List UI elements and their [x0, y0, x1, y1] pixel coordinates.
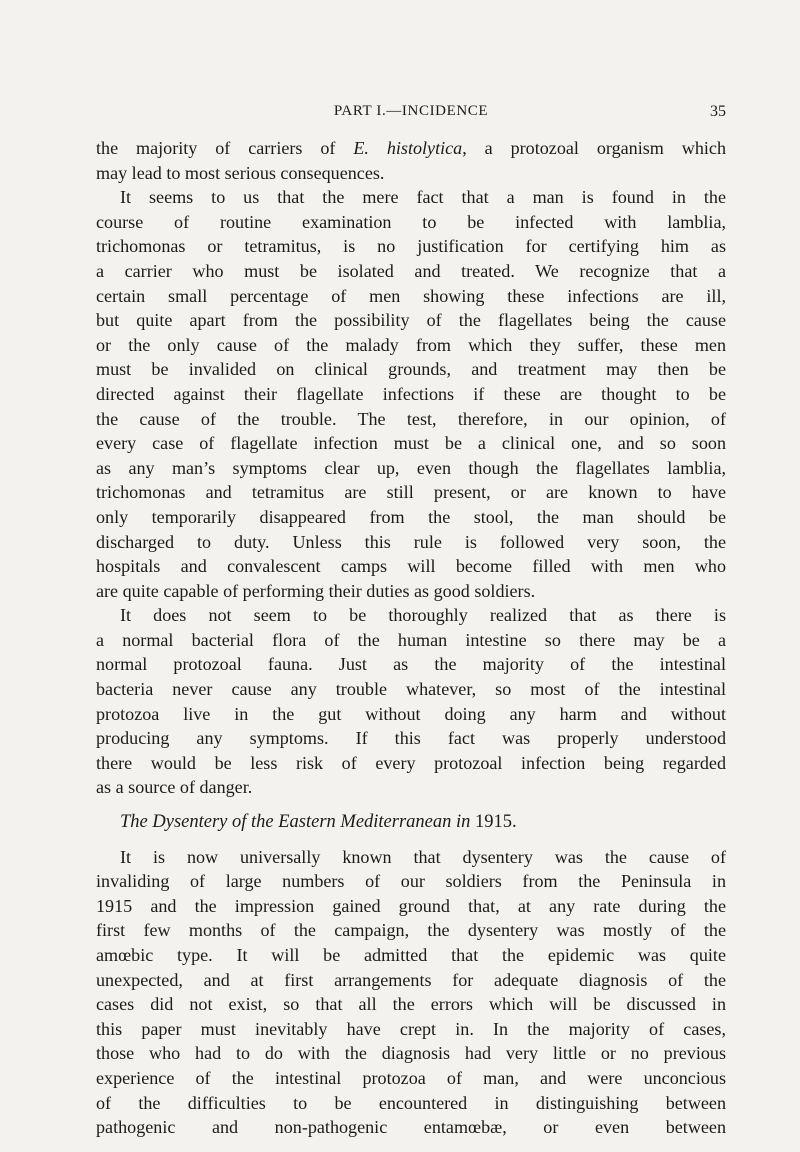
- text-line: a carrier who must be isolated and treated. We recognize that a: [96, 260, 726, 281]
- body-text: [96, 136, 726, 1140]
- species-name: E. histolytica: [353, 138, 463, 158]
- text-line: directed against their flagellate infections if these are thought to be: [96, 383, 726, 404]
- text-line: must be invalided on clinical grounds, and treatment may then be: [96, 359, 726, 380]
- text-line: are quite capable of performing their duties as good soldiers.: [96, 580, 536, 601]
- text-segment: the majority of carriers of: [96, 138, 354, 158]
- running-header-title: PART I.—INCIDENCE: [333, 103, 489, 119]
- text-line: first few months of the campaign, the dysentery was mostly of the: [96, 920, 726, 941]
- text-line: It does not seem to be thoroughly realized that as there is: [120, 605, 726, 626]
- text-segment: , a protozoal organism which: [462, 138, 726, 158]
- text-line: may lead to most serious consequences.: [96, 162, 385, 183]
- text-line: bacteria never cause any trouble whatever, so most of the intestinal: [96, 679, 726, 700]
- text-line: experience of the intestinal protozoa of man, and were unconcious: [96, 1067, 726, 1088]
- text-line: the cause of the trouble. The test, therefore, in our opinion, of: [96, 408, 726, 429]
- text-line: discharged to duty. Unless this rule is followed very soon, the: [96, 531, 726, 552]
- text-line: of the difficulties to be encountered in distinguishing between: [96, 1092, 726, 1113]
- text-line: normal protozoal fauna. Just as the majority of the intestinal: [96, 654, 726, 675]
- text-line: only temporarily disappeared from the stool, the man should be: [96, 506, 726, 527]
- text-line: [96, 136, 726, 161]
- text-line: there would be less risk of every protozoal infection being regarded: [96, 752, 726, 773]
- text-line: pathogenic and non-pathogenic entamœbæ, or even between: [96, 1117, 726, 1138]
- running-header: [96, 103, 726, 127]
- text-line: every case of flagellate infection must be a clinical one, and so soon: [96, 433, 726, 454]
- section-heading: [96, 810, 726, 835]
- text-line: hospitals and convalescent camps will become filled with men who: [96, 556, 726, 577]
- text-line: protozoa live in the gut without doing any harm and without: [96, 703, 726, 724]
- text-line: It seems to us that the mere fact that a man is found in the: [120, 187, 726, 208]
- text-line: 1915 and the impression gained ground that, at any rate during the: [96, 895, 726, 916]
- text-line: producing any symptoms. If this fact was properly understood: [96, 728, 726, 749]
- section-heading-text: The Dysentery of the Eastern Mediterranean in: [120, 812, 471, 833]
- text-line: trichomonas or tetramitus, is no justification for certifying him as: [96, 236, 726, 257]
- text-line: amœbic type. It will be admitted that the epidemic was quite: [96, 945, 726, 965]
- text-line: course of routine examination to be infected with lamblia,: [96, 211, 726, 232]
- text-line: unexpected, and at first arrangements for adequate diagnosis of the: [96, 969, 726, 990]
- text-line: certain small percentage of men showing these infections are ill,: [96, 285, 726, 306]
- section-heading-year: 1915.: [475, 812, 517, 833]
- text-line: invaliding of large numbers of our soldiers from the Peninsula in: [96, 871, 726, 892]
- text-line: as a source of danger.: [96, 777, 253, 798]
- text-line: trichomonas and tetramitus are still present, or are known to have: [96, 482, 726, 503]
- page-number: 35: [710, 103, 726, 120]
- text-line: a normal bacterial flora of the human intestine so there may be a: [96, 629, 726, 650]
- text-line: this paper must inevitably have crept in. In the majority of cases,: [96, 1018, 726, 1039]
- text-line: but quite apart from the possibility of the flagellates being the cause: [96, 310, 726, 331]
- text-line: as any man’s symptoms clear up, even though the flagellates lamblia,: [96, 457, 726, 478]
- text-line: those who had to do with the diagnosis had very little or no previous: [96, 1043, 726, 1064]
- text-line: cases did not exist, so that all the errors which will be discussed in: [96, 994, 726, 1015]
- text-line: or the only cause of the malady from which they suffer, these men: [96, 334, 726, 355]
- text-line: It is now universally known that dysentery was the cause of: [120, 846, 726, 867]
